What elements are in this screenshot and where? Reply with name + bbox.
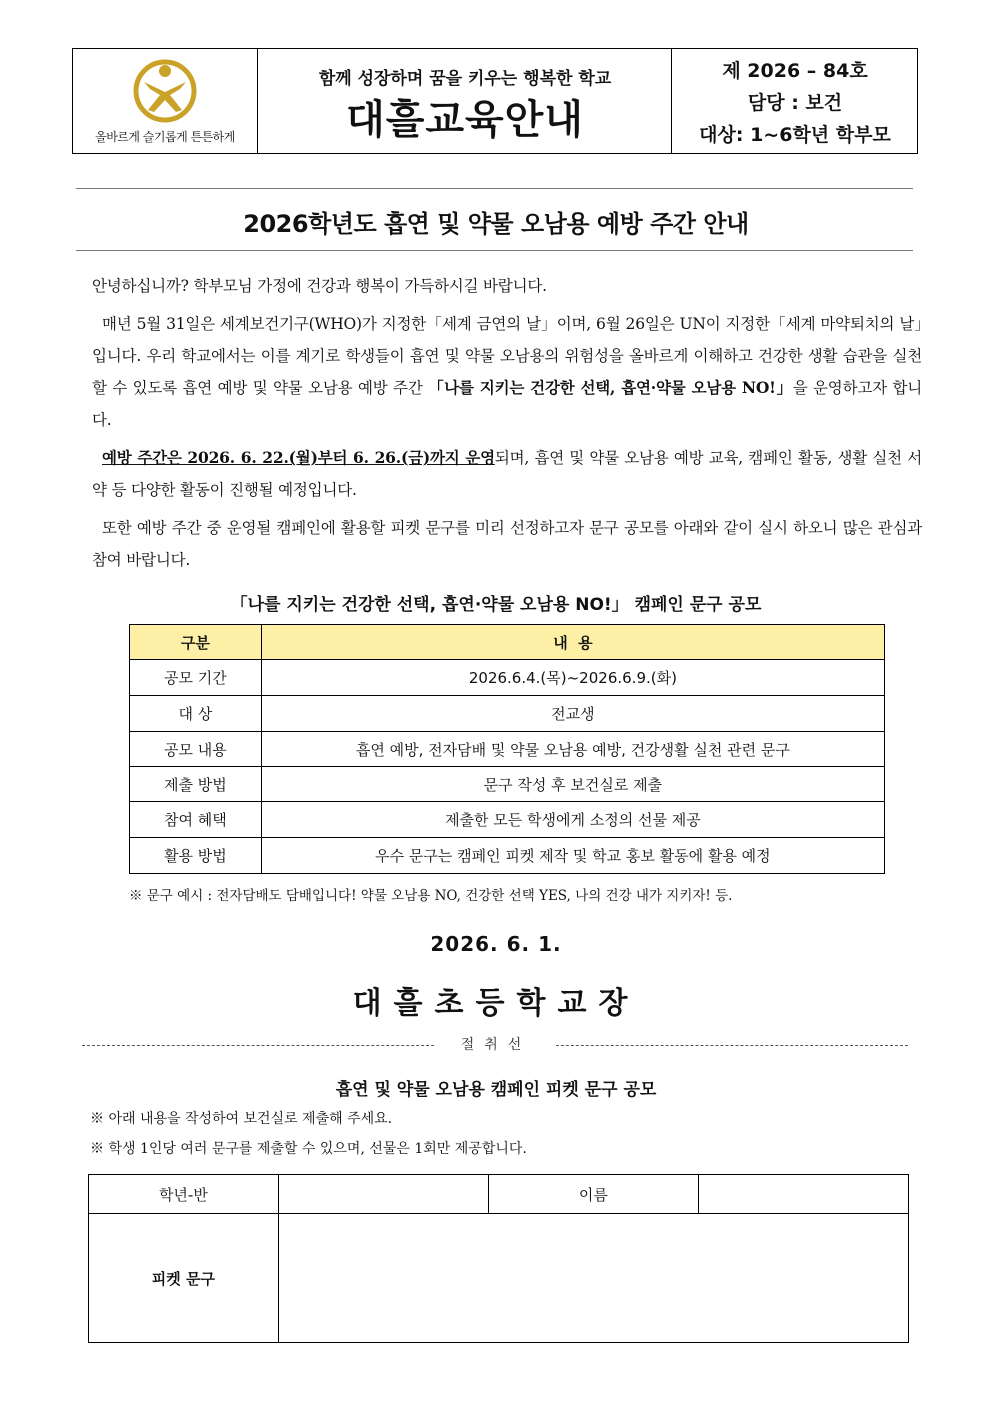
- issue-number: 제 2026 – 84호: [722, 60, 868, 82]
- title-rule-bottom: [76, 250, 913, 251]
- phrase-label: 피켓 문구: [89, 1214, 279, 1343]
- phrase-input[interactable]: [278, 1214, 908, 1343]
- intro-paragraph-2: 예방 주간은 2026. 6. 22.(월)부터 6. 26.(금)까지 운영되며, 흡연 및 약물 오남용 예방 교육, 캠페인 활동, 생활 실천 서약 등 다양한 활동이 진행될 예정입니다.: [92, 448, 923, 499]
- greeting: 안녕하십니까? 학부모님 가정에 건강과 행복이 가득하시길 바랍니다.: [92, 277, 547, 295]
- form-title: 흡연 및 약물 오남용 캠페인 피켓 문구 공모: [335, 1080, 657, 1100]
- header-info-cell: [672, 48, 918, 154]
- principal-signature: 대흘초등학교장: [352, 986, 640, 1021]
- title-rule-top: [76, 188, 913, 189]
- school-motto: 함께 성장하며 꿈을 키우는 행복한 학교: [318, 69, 612, 89]
- intro-paragraph-3: 또한 예방 주간 중 운영될 캠페인에 활용할 피켓 문구를 미리 선정하고자 문구 공모를 아래와 같이 실시 하오니 많은 관심과 참여 바랍니다.: [92, 519, 922, 569]
- example-note: ※ 문구 예시 : 전자담배도 담배입니다! 약물 오남용 NO, 건강한 선택 YES, 나의 건강 내가 지키자! 등.: [129, 888, 733, 904]
- form-row-phrase: [89, 1214, 909, 1343]
- grade-class-label: 학년-반: [89, 1175, 279, 1214]
- in-charge: 담당 : 보건: [747, 92, 843, 114]
- school-slogan: 올바르게 슬기롭게 튼튼하게: [95, 130, 235, 144]
- newsletter-brand: 대흘교육안내: [346, 97, 584, 143]
- table-row: 활용 방법 우수 문구는 캠페인 피켓 제작 및 학교 홍보 활동에 활용 예정: [130, 838, 885, 874]
- header-title-cell: [258, 48, 672, 154]
- table-row: 공모 기간 2026.6.4.(목)~2026.6.9.(화): [130, 660, 885, 696]
- table-row: 대 상 전교생: [130, 696, 885, 732]
- intro-paragraph-1: 매년 5월 31일은 세계보건기구(WHO)가 지정한「세계 금연의 날」이며, 6월 26일은 UN이 지정한「세계 마약퇴치의 날」입니다. 우리 학교에서는 이를 계기로 학생들이 흡연 및 약물 오남용의 위험성을 올바르게 이해하고 건강한 생활 습관을 실천할 수 있도록 흡연 예방 및 약물 오남용 예방 주간 「나를 지키는 건강한 선택, 흡연·약물 오남용 NO!」을 운영하고자 합니다.: [92, 315, 922, 429]
- table-header-row: [130, 625, 885, 660]
- header-logo-cell: [72, 48, 258, 154]
- table-row: 참여 혜택 제출한 모든 학생에게 소정의 선물 제공: [130, 802, 885, 838]
- audience: 대상: 1~6학년 학부모: [699, 124, 891, 146]
- table-header-content: 내 용: [261, 625, 884, 660]
- name-input[interactable]: [699, 1175, 909, 1214]
- intro-text: [92, 270, 922, 576]
- cut-line-label: 절취선: [436, 1034, 556, 1054]
- issue-date: 2026. 6. 1.: [430, 932, 562, 956]
- submission-form: [88, 1174, 909, 1343]
- table-row: 제출 방법 문구 작성 후 보건실로 제출: [130, 767, 885, 802]
- name-label: 이름: [488, 1175, 699, 1214]
- grade-class-input[interactable]: [278, 1175, 488, 1214]
- school-emblem-icon: [130, 58, 200, 124]
- form-row-info: [89, 1175, 909, 1214]
- form-note-1: ※ 아래 내용을 작성하여 보건실로 제출해 주세요.: [90, 1111, 393, 1127]
- contest-title: 「나를 지키는 건강한 선택, 흡연·약물 오남용 NO!」 캠페인 문구 공모: [230, 595, 762, 615]
- page-title: 2026학년도 흡연 및 약물 오남용 예방 주간 안내: [243, 210, 749, 238]
- contest-table: [129, 624, 885, 874]
- form-note-2: ※ 학생 1인당 여러 문구를 제출할 수 있으며, 선물은 1회만 제공합니다.: [90, 1141, 527, 1157]
- table-row: 공모 내용 흡연 예방, 전자담배 및 약물 오남용 예방, 건강생활 실천 관련 문구: [130, 732, 885, 767]
- table-header-category: 구분: [130, 625, 262, 660]
